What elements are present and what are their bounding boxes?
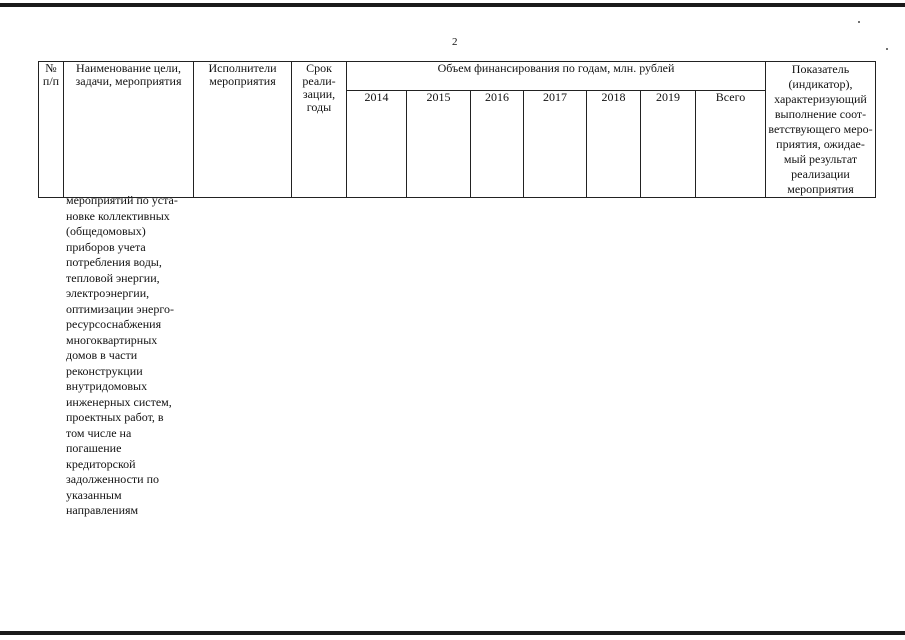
scan-speck [886,48,888,50]
text-line: внутридомовых [66,379,148,393]
header-year: 2017 [524,91,587,198]
header-year: 2019 [641,91,696,198]
text-line: направлениям [66,503,139,517]
text-line: электроэнергии, [66,286,150,300]
text-line: ресурсоснабжения [66,317,162,331]
page-number: 2 [452,36,458,48]
text-line: оптимизации энерго- [66,301,174,316]
header-year: 2015 [407,91,471,198]
text-line: тепловой энергии, [66,270,160,285]
scan-top-edge [0,3,905,7]
text-line: инженерных систем, [66,394,172,409]
header-name: Наименование цели, задачи, мероприятия [64,62,194,198]
header-funding: Объем финансирования по годам, млн. рублей [347,62,766,91]
text-line: многоквартирных [66,332,158,347]
header-total: Всего [696,91,766,198]
scan-speck [858,21,860,23]
text-line: указанным [66,487,122,502]
text-line: задолженности по [66,472,160,486]
header-year: 2018 [587,91,641,198]
text-line: приборов учета [66,239,146,254]
financing-table-header [38,61,876,198]
scan-bottom-edge [0,631,905,635]
header-term: Срок реали-зации, годы [292,62,347,198]
text-line: погашение [66,441,122,455]
header-indicator: Показатель (индикатор), характеризующий выполнение соот-ветствующего меро-приятия, ожидае-мый результат реализации мероприятия [766,62,876,198]
header-number: № п/п [39,62,64,198]
header-year: 2014 [347,91,407,198]
text-line: том числе на [66,425,132,440]
text-line: (общедомовых) [66,224,146,238]
text-line: потребления воды, [66,255,162,269]
continuation-text [66,193,201,519]
text-line: мероприятий по уста- [66,193,178,207]
header-year: 2016 [471,91,524,198]
text-line: реконструкции [66,363,143,378]
text-line: проектных работ, в [66,410,164,424]
text-line: кредиторской [66,456,136,471]
text-line: новке коллективных [66,208,170,223]
text-line: домов в части [66,348,138,362]
header-executors: Исполнители мероприятия [194,62,292,198]
